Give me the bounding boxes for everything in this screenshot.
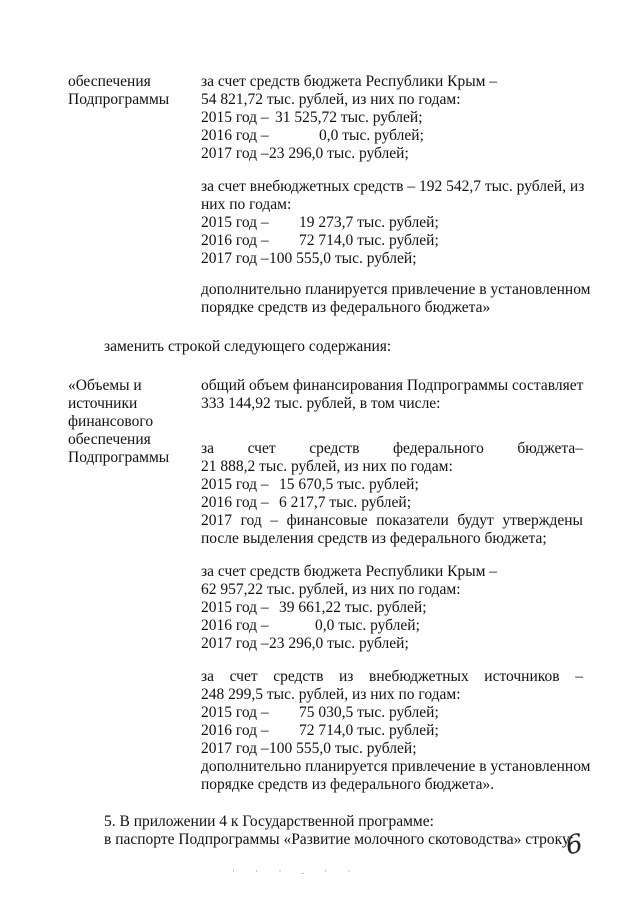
old-extra-line2: порядке средств из федерального бюджета»	[201, 299, 491, 316]
year-value: 31 525,72 тыс. рублей;	[275, 109, 423, 126]
year-label: 2015 год –	[201, 476, 269, 493]
word: 2017	[201, 512, 232, 529]
old-crimea-2016	[201, 127, 424, 145]
new-crimea-2015	[201, 599, 427, 617]
word: –	[575, 668, 583, 685]
year-value: 15 670,5 тыс. рублей;	[279, 476, 419, 493]
year-label: 2016 год –	[201, 617, 269, 634]
new-left-label-3: финансового	[68, 413, 154, 430]
word: –	[270, 512, 279, 529]
old-crimea-2017	[201, 145, 409, 163]
word: за	[201, 668, 215, 685]
new-offbudget-2016	[201, 722, 439, 740]
year-label: 2017 год –	[201, 250, 269, 267]
year-value: 100 555,0 тыс. рублей;	[269, 250, 417, 267]
new-crimea-line2: 62 957,22 тыс. рублей, из них по годам:	[201, 581, 461, 598]
new-offbudget-line1	[201, 668, 583, 686]
old-left-label-2: Подпрограммы	[68, 91, 170, 108]
item5-line2: в паспорте Подпрограммы «Развитие молочного скотоводства» строку:	[104, 831, 574, 848]
replace-instruction: заменить строкой следующего содержания:	[104, 338, 392, 355]
year-label: 2016 год –	[201, 127, 269, 144]
year-value: 75 030,5 тыс. рублей;	[299, 704, 439, 721]
year-value: 19 273,7 тыс. рублей;	[299, 214, 439, 231]
word: счет	[229, 668, 258, 685]
new-federal-line1	[201, 440, 583, 458]
old-crimea-line1: за счет средств бюджета Республики Крым –	[201, 73, 498, 90]
page-number-handwritten: 6	[563, 828, 586, 862]
item5-line1: 5. В приложении 4 к Государственной программе:	[104, 813, 434, 830]
new-crimea-2017	[201, 635, 409, 653]
scan-specks: · · · . · ·	[232, 866, 360, 876]
year-label: 2016 год –	[201, 232, 269, 249]
old-offbudget-line2: них по годам:	[201, 196, 292, 213]
year-label: 2016 год –	[201, 722, 269, 739]
year-label: 2017 год –	[201, 145, 269, 162]
new-offbudget-2015	[201, 704, 439, 722]
word: из	[339, 668, 354, 685]
new-offbudget-line2: 248 299,5 тыс. рублей, из них по годам:	[201, 686, 461, 703]
year-value: 6 217,7 тыс. рублей;	[279, 494, 411, 511]
new-extra-line1: дополнительно планируется привлечение в установленном	[201, 758, 591, 775]
year-label: 2015 год –	[201, 599, 269, 616]
year-label: 2015 год –	[201, 214, 269, 231]
new-federal-2016	[201, 494, 411, 512]
year-label: 2017 год –	[201, 635, 269, 652]
old-offbudget-2017	[201, 250, 417, 268]
year-value: 100 555,0 тыс. рублей;	[269, 740, 417, 757]
new-left-label-2: источники	[68, 395, 138, 412]
word: финансовые	[286, 512, 368, 529]
old-offbudget-2016	[201, 232, 439, 250]
word: показатели	[376, 512, 449, 529]
new-crimea-line1: за счет средств бюджета Республики Крым –	[201, 563, 498, 580]
word: федерального	[393, 440, 484, 457]
new-left-label-1: «Объемы и	[68, 377, 142, 394]
new-federal-2015	[201, 476, 419, 494]
new-total-line2: 333 144,92 тыс. рублей, в том числе:	[201, 395, 441, 412]
word: будут	[457, 512, 494, 529]
new-total-line1: общий объем финансирования Подпрограммы составляет	[201, 377, 584, 394]
old-offbudget-line1: за счет внебюджетных средств – 192 542,7 тыс. рублей, из	[201, 178, 585, 195]
word: год	[240, 512, 262, 529]
word: утверждены	[502, 512, 583, 529]
year-value: 0,0 тыс. рублей;	[315, 617, 420, 634]
new-federal-line2: 21 888,2 тыс. рублей, из них по годам:	[201, 458, 453, 475]
old-extra-line1: дополнительно планируется привлечение в установленном	[201, 281, 591, 298]
new-crimea-2016	[201, 617, 420, 635]
year-label: 2015 год –	[201, 109, 269, 126]
year-value: 72 714,0 тыс. рублей;	[299, 722, 439, 739]
new-federal-after: после выделения средств из федерального бюджета;	[201, 530, 547, 547]
new-left-label-5: Подпрограммы	[68, 449, 170, 466]
year-value: 23 296,0 тыс. рублей;	[269, 635, 409, 652]
word: средств	[309, 440, 360, 457]
new-federal-2017	[201, 512, 583, 530]
word: бюджета–	[517, 440, 583, 457]
year-label: 2016 год –	[201, 494, 269, 511]
word: счет	[247, 440, 276, 457]
new-offbudget-2017	[201, 740, 417, 758]
old-crimea-2015	[201, 109, 423, 127]
word: внебюджетных	[369, 668, 469, 685]
year-label: 2015 год –	[201, 704, 269, 721]
year-value: 72 714,0 тыс. рублей;	[299, 232, 439, 249]
word: средств	[273, 668, 324, 685]
new-extra-line2: порядке средств из федерального бюджета».	[201, 776, 495, 793]
old-offbudget-2015	[201, 214, 439, 232]
word: за	[201, 440, 215, 457]
old-left-label-1: обеспечения	[68, 73, 151, 90]
new-left-label-4: обеспечения	[68, 431, 151, 448]
year-value: 39 661,22 тыс. рублей;	[279, 599, 427, 616]
year-value: 0,0 тыс. рублей;	[319, 127, 424, 144]
old-crimea-line2: 54 821,72 тыс. рублей, из них по годам:	[201, 91, 461, 108]
word: источников	[484, 668, 560, 685]
year-value: 23 296,0 тыс. рублей;	[269, 145, 409, 162]
year-label: 2017 год –	[201, 740, 269, 757]
